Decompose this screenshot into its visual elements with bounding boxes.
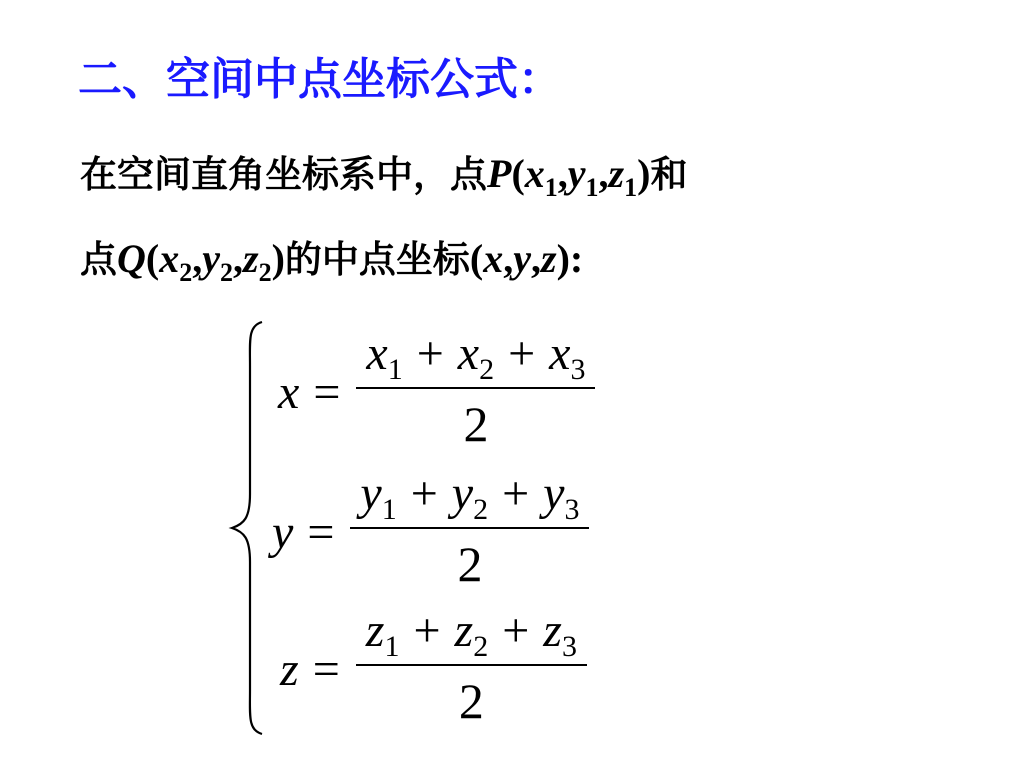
- paragraph-line-2: [80, 235, 584, 287]
- denominator: 2: [458, 673, 484, 729]
- denominator: 2: [457, 536, 483, 592]
- paragraph-text-midpoint: 的中点坐标: [284, 238, 470, 281]
- paragraph-line-1: [80, 150, 688, 202]
- formula-variable: y: [272, 505, 294, 559]
- numerator: $z_1 + z_2 + z_3$: [356, 602, 587, 666]
- numerator: $y_1 + y_2 + y_3$: [350, 465, 589, 529]
- formula-variable: z: [280, 642, 299, 696]
- fraction: [350, 465, 589, 599]
- formula-variable: x: [278, 365, 300, 419]
- midpoint-coordinates: (x,y,z): [469, 236, 570, 281]
- equals-sign: =: [312, 642, 340, 696]
- paragraph-text-point: 点: [80, 238, 117, 281]
- equals-sign: =: [307, 505, 335, 559]
- numerator: $x_1 + x_2 + x_3$: [356, 325, 595, 389]
- formula-x: [278, 325, 595, 459]
- point-p-coordinates: $P(x_1,y_1,z_1)$: [487, 151, 651, 202]
- formula-z: [280, 602, 587, 736]
- equals-sign: =: [313, 365, 341, 419]
- point-q-coordinates: $Q(x_2,y_2,z_2)$: [117, 236, 285, 287]
- paragraph-text: 在空间直角坐标系中，点: [80, 153, 487, 196]
- paragraph-text-and: 和: [650, 153, 688, 196]
- section-heading: 二、空间中点坐标公式：: [78, 54, 562, 105]
- formula-y: [272, 465, 589, 599]
- fraction: [356, 325, 595, 459]
- left-brace: [226, 318, 274, 738]
- denominator: 2: [463, 396, 489, 452]
- paragraph-colon: :: [569, 236, 584, 281]
- fraction: [356, 602, 587, 736]
